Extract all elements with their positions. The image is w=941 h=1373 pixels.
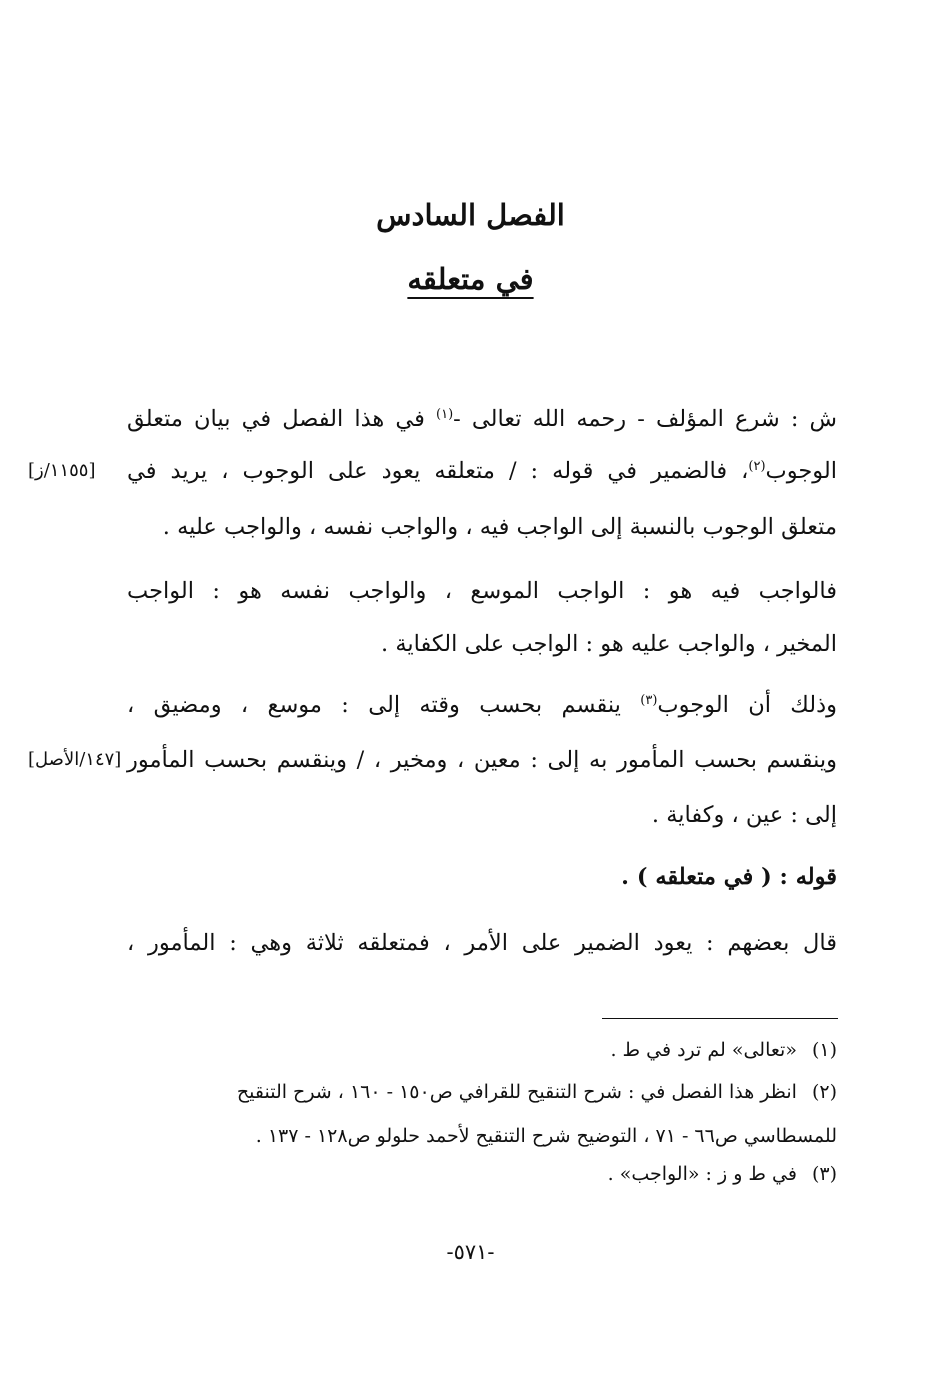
- body-line-10: قال بعضهم : يعود الضمير على الأمر ، فمتعلقه ثلاثة وهي : المأمور ،: [127, 930, 837, 956]
- body-line-5: المخير ، والواجب عليه هو : الواجب على الكفاية .: [381, 631, 837, 657]
- page-number: -٥٧١-: [446, 1240, 495, 1264]
- body-line-6: [127, 690, 837, 720]
- footnote-separator: [602, 1018, 838, 1019]
- body-line-3: متعلق الوجوب بالنسبة إلى الواجب فيه ، والواجب نفسه ، والواجب عليه .: [162, 514, 837, 540]
- body-line-4: فالواجب فيه هو : الواجب الموسع ، والواجب نفسه هو : الواجب: [127, 578, 837, 604]
- footnote-ref-1[interactable]: (١): [436, 407, 454, 422]
- body-line-8: إلى : عين ، وكفاية .: [651, 802, 837, 828]
- chapter-subtitle-text: في متعلقه: [407, 262, 534, 296]
- footnote-number: (١): [811, 1039, 837, 1061]
- footnote-text: «تعالى» لم ترد في ط .: [610, 1039, 797, 1061]
- footnote-2: [102, 1078, 837, 1106]
- footnote-number: (٢): [811, 1081, 837, 1103]
- footnote-number: (٣): [811, 1163, 837, 1185]
- footnote-ref-3[interactable]: (٣): [640, 693, 658, 708]
- margin-note-1: [١١٥٥/ز]: [28, 460, 96, 481]
- margin-note-2: [١٤٧/الأصل]: [28, 749, 122, 770]
- chapter-title: الفصل السادس: [376, 198, 565, 232]
- body-text: ينقسم بحسب وقته إلى : موسع ، ومضيق ،: [127, 692, 641, 718]
- footnote-text: انظر هذا الفصل في : شرح التنقيح للقرافي ص١٥٠ - ١٦٠ ، شرح التنقيح: [236, 1081, 797, 1103]
- body-text: ش : شرع المؤلف - رحمه الله تعالى -: [453, 406, 837, 432]
- footnote-3: [102, 1160, 837, 1188]
- body-text: في هذا الفصل في بيان متعلق: [127, 406, 437, 432]
- body-line-7: وينقسم بحسب المأمور به إلى : معين ، ومخير ، / وينقسم بحسب المأمور: [127, 747, 837, 773]
- footnote-text: في ط و ز : «الواجب» .: [607, 1163, 797, 1185]
- body-line-2: [127, 456, 837, 486]
- body-line-1: [127, 404, 837, 434]
- footnote-ref-2[interactable]: (٢): [748, 459, 766, 474]
- body-text: ، فالضمير في قوله : / متعلقه يعود على الوجوب ، يريد في: [127, 458, 749, 484]
- chapter-subtitle: [0, 262, 941, 296]
- footnote-1: [102, 1036, 837, 1064]
- body-text: الوجوب: [765, 458, 837, 484]
- footnote-2-continued: للمسطاسي ص٦٦ - ٧١ ، التوضيح شرح التنقيح لأحمد حلولو ص١٢٨ - ١٣٧ .: [255, 1125, 837, 1147]
- quote-heading: قوله : ( في متعلقه ) .: [621, 864, 837, 890]
- body-text: وذلك أن الوجوب: [657, 692, 837, 718]
